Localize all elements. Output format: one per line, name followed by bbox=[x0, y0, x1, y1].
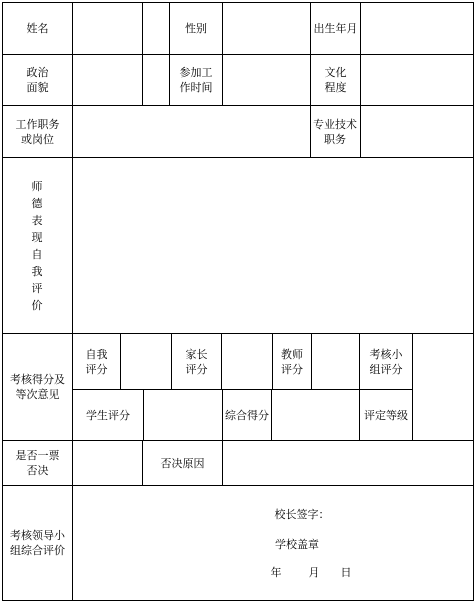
ethics-label: 师 德 表 现 自 我 评 价 bbox=[31, 180, 43, 312]
name-label: 姓名 bbox=[26, 22, 49, 35]
grade-label: 评定等级 bbox=[364, 408, 408, 422]
total-score-field[interactable] bbox=[272, 390, 359, 440]
position-label: 工作职务 或岗位 bbox=[15, 117, 60, 146]
political-field-extra[interactable] bbox=[143, 55, 169, 105]
veto-reason-label: 否决原因 bbox=[160, 456, 205, 470]
self-eval-label: 自我 评分 bbox=[85, 347, 108, 376]
teacher-eval-field[interactable] bbox=[312, 334, 359, 389]
principal-sign-label: 校长签字： bbox=[274, 507, 330, 521]
veto-field[interactable] bbox=[73, 441, 142, 485]
name-field[interactable] bbox=[73, 3, 142, 54]
birth-label: 出生年月 bbox=[313, 22, 358, 35]
political-field[interactable] bbox=[73, 55, 142, 105]
political-label: 政治 面貌 bbox=[26, 66, 49, 94]
leader-eval-label: 考核领导小 组综合评价 bbox=[10, 529, 65, 557]
month-label: 月 bbox=[308, 565, 320, 579]
group-eval-field[interactable] bbox=[413, 334, 473, 440]
position-field[interactable] bbox=[73, 106, 310, 157]
gender-field[interactable] bbox=[223, 3, 310, 54]
total-score-label: 综合得分 bbox=[225, 408, 269, 422]
veto-label: 是否一票 否决 bbox=[15, 449, 60, 477]
gender-label: 性别 bbox=[185, 22, 207, 35]
work-start-field[interactable] bbox=[223, 55, 310, 105]
title-field[interactable] bbox=[361, 106, 473, 157]
principal-sign-field[interactable] bbox=[330, 506, 450, 522]
name-field-extra[interactable] bbox=[143, 3, 169, 54]
day-label: 日 bbox=[340, 565, 352, 579]
score-label: 考核得分及 等次意见 bbox=[10, 373, 65, 401]
self-eval-field[interactable] bbox=[121, 334, 171, 389]
parent-eval-label: 家长 评分 bbox=[185, 347, 208, 376]
birth-field[interactable] bbox=[361, 3, 473, 54]
title-label: 专业技术 职务 bbox=[313, 117, 357, 146]
education-field[interactable] bbox=[361, 55, 473, 105]
student-eval-field[interactable] bbox=[144, 390, 222, 440]
year-label: 年 bbox=[270, 565, 282, 579]
ethics-field[interactable] bbox=[73, 158, 473, 333]
education-label: 文化 程度 bbox=[324, 66, 347, 94]
group-eval-label: 考核小 组评分 bbox=[369, 347, 403, 376]
teacher-eval-label: 教师 评分 bbox=[281, 347, 303, 376]
veto-reason-field[interactable] bbox=[223, 441, 473, 485]
work-start-label: 参加工 作时间 bbox=[179, 66, 213, 94]
parent-eval-field[interactable] bbox=[222, 334, 272, 389]
school-seal-label: 学校盖章 bbox=[275, 537, 319, 551]
student-eval-label: 学生评分 bbox=[86, 408, 130, 422]
